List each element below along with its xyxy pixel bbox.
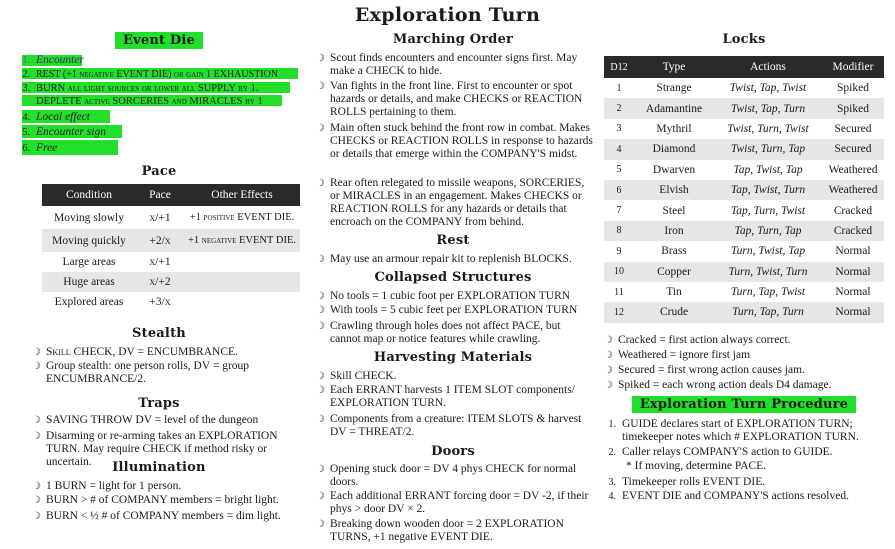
table-cell: 10 xyxy=(604,262,634,282)
table-header: Modifier xyxy=(822,56,884,78)
moon-bullet-icon: ☽ xyxy=(316,371,325,382)
moon-bullet-icon: ☽ xyxy=(316,178,325,189)
table-cell: Steel xyxy=(662,204,686,217)
event-die-item: 4. Local effect xyxy=(22,111,90,123)
table-row xyxy=(604,78,884,98)
moon-bullet-icon: ☽ xyxy=(32,347,41,358)
moon-bullet-icon: ☽ xyxy=(316,254,325,265)
table-row xyxy=(604,180,884,200)
table-cell: Mythril xyxy=(656,122,692,135)
table-cell: 4 xyxy=(604,139,634,159)
table-header: D12 xyxy=(604,56,634,78)
table-row: Moving slowly x/+1 +1 positive EVENT DIE. xyxy=(54,211,295,224)
table-cell: 6 xyxy=(604,180,634,200)
procedure-heading: Exploration Turn Procedure xyxy=(604,397,884,412)
table-cell: Normal xyxy=(835,286,871,299)
table-row xyxy=(604,262,884,282)
table-row xyxy=(604,200,884,220)
pace-heading: Pace xyxy=(141,164,177,179)
table-cell: 1 xyxy=(616,82,622,94)
table-cell: Tin xyxy=(666,286,682,299)
moon-bullet-icon: ☽ xyxy=(604,365,613,376)
list-item: ☽ Breaking down wooden door = 2 EXPLORATION TURNS, +1 negative EVENT DIE. xyxy=(316,518,564,543)
table-row xyxy=(604,221,884,241)
moon-bullet-icon: ☽ xyxy=(316,53,325,64)
table-cell: 3 xyxy=(616,123,622,135)
table-cell: Weathered xyxy=(822,180,884,200)
marching-order-heading: Marching Order xyxy=(392,32,514,47)
table-row xyxy=(604,98,884,118)
collapsed-structures-heading: Collapsed Structures xyxy=(374,270,532,285)
locks-table xyxy=(604,56,884,323)
list-item: ☽ Group stealth: one person rolls, DV = group ENCUMBRANCE/2. xyxy=(32,360,250,385)
traps-heading: Traps xyxy=(138,396,180,411)
moon-bullet-icon: ☽ xyxy=(316,491,325,502)
table-cell: Tap, Twist, Turn xyxy=(714,180,822,200)
list-item: ☽ Rear often relegated to missile weapons, SORCERIES, or MIRACLES in an engagement. Makes CHECKS or REACTION ROLLS for any hazards or details that encroach on the COMPANY from behind. xyxy=(316,177,585,228)
table-cell: Crude xyxy=(634,302,714,322)
moon-bullet-icon: ☽ xyxy=(32,495,41,506)
pace-table xyxy=(42,184,300,312)
table-cell: Spiked xyxy=(837,82,869,95)
moon-bullet-icon: ☽ xyxy=(316,305,325,316)
moon-bullet-icon: ☽ xyxy=(32,481,41,492)
table-cell: Cracked xyxy=(833,204,873,217)
table-cell: 2 xyxy=(604,98,634,118)
table-header-row xyxy=(604,56,884,78)
illumination-heading: Illumination xyxy=(112,460,206,475)
table-cell: Twist, Turn, Twist xyxy=(727,122,809,135)
table-cell: Tap, Turn, Tap xyxy=(714,221,822,241)
table-header-row xyxy=(42,184,300,206)
table-cell: Normal xyxy=(822,262,884,282)
table-cell: Iron xyxy=(634,221,714,241)
table-cell: Normal xyxy=(822,302,884,322)
table-cell: Diamond xyxy=(634,139,714,159)
moon-bullet-icon: ☽ xyxy=(604,335,613,346)
moon-bullet-icon: ☽ xyxy=(316,385,325,396)
moon-bullet-icon: ☽ xyxy=(316,464,325,475)
table-header: Other Effects xyxy=(184,184,300,206)
table-cell: Turn, Tap, Turn xyxy=(714,302,822,322)
locks-table-body xyxy=(604,78,884,323)
table-cell: Turn, Tap, Twist xyxy=(730,286,806,299)
event-die-item: 5. Encounter sign xyxy=(22,126,106,138)
table-cell: Copper xyxy=(634,262,714,282)
list-item: 1. GUIDE declares start of EXPLORATION TURN; timekeeper notes which # EXPLORATION TURN. xyxy=(608,418,859,443)
table-cell: Adamantine xyxy=(634,98,714,118)
harvesting-heading: Harvesting Materials xyxy=(373,350,533,365)
table-row xyxy=(604,160,884,180)
moon-bullet-icon: ☽ xyxy=(316,519,325,530)
table-cell: Tap, Turn, Twist xyxy=(730,204,806,217)
table-row xyxy=(604,241,884,261)
table-cell: Weathered xyxy=(828,163,878,176)
table-cell: 5 xyxy=(616,164,622,176)
event-die-item: 2. REST (+1 negative EVENT DIE) or gain 1 EXHAUSTION xyxy=(22,69,279,80)
event-die-item: DEPLETE active SORCERIES and MIRACLES by 1 xyxy=(36,96,263,107)
moon-bullet-icon: ☽ xyxy=(316,291,325,302)
locks-heading: Locks xyxy=(722,32,766,47)
table-row: Moving quickly +2/x +1 negative EVENT DIE. xyxy=(42,229,300,252)
event-die-heading: Event Die xyxy=(18,33,300,48)
table-row: Large areas x/+1 xyxy=(62,256,171,268)
moon-bullet-icon: ☽ xyxy=(32,511,41,522)
event-die-item: 3. BURN all light sources or lower all SUPPLY by 1. xyxy=(22,83,259,94)
list-item: ☽ Each additional ERRANT forcing door = DV -2, if their phys > door DV × 2. xyxy=(316,490,589,515)
table-row xyxy=(604,302,884,322)
moon-bullet-icon: ☽ xyxy=(316,81,325,92)
table-cell: Twist, Turn, Tap xyxy=(714,139,822,159)
table-cell: Turn, Twist, Tap xyxy=(730,245,806,258)
table-cell: Normal xyxy=(835,245,871,258)
table-cell: Twist, Tap, Turn xyxy=(714,98,822,118)
rest-heading: Rest xyxy=(436,233,470,248)
table-cell: Strange xyxy=(656,82,692,95)
list-item: ☽ Opening stuck door = DV 4 phys CHECK for normal doors. xyxy=(316,463,577,488)
table-row xyxy=(604,282,884,302)
list-item: ☽ Main often stuck behind the front row in combat. Makes CHECKS or REACTION ROLLS in response to hazards or details that emerge within the COMPANY'S midst. xyxy=(316,122,593,160)
list-item: ☽ Van fights in the front line. First to encounter or spot hazards or details, and make CHECKS or REACTION ROLLS pertaining to them. xyxy=(316,80,583,118)
doors-heading: Doors xyxy=(431,444,475,459)
table-cell: Secured xyxy=(822,139,884,159)
table-cell: Twist, Tap, Twist xyxy=(729,82,807,95)
list-item: ☽ Scout finds encounters and encounter signs first. May make a CHECK to hide. xyxy=(316,52,578,77)
page-title: Exploration Turn xyxy=(354,4,541,26)
table-header: Actions xyxy=(714,56,822,78)
table-cell: 7 xyxy=(616,205,622,217)
table-row xyxy=(604,119,884,139)
table-row: Explored areas +3/x xyxy=(54,296,171,308)
list-item: ☽ Disarming or re-arming takes an EXPLORATION TURN. May require CHECK if method risky or uncertain. xyxy=(32,430,278,468)
event-die-item: 1. Encounter xyxy=(22,54,84,66)
table-row: Huge areas x/+2 xyxy=(42,272,300,292)
moon-bullet-icon: ☽ xyxy=(316,414,325,425)
table-header: Type xyxy=(634,56,714,78)
table-header: Pace xyxy=(136,184,184,206)
table-cell: Tap, Twist, Tap xyxy=(733,163,803,176)
table-cell: Cracked xyxy=(822,221,884,241)
table-cell: Elvish xyxy=(634,180,714,200)
table-header: Condition xyxy=(42,184,136,206)
moon-bullet-icon: ☽ xyxy=(32,431,41,442)
moon-bullet-icon: ☽ xyxy=(604,350,613,361)
table-cell: Secured xyxy=(834,122,872,135)
table-cell: 9 xyxy=(616,245,622,257)
table-row xyxy=(604,139,884,159)
list-item: ☽ Each ERRANT harvests 1 ITEM SLOT components/ EXPLORATION TURN. xyxy=(316,384,575,409)
table-cell: 8 xyxy=(604,221,634,241)
table-cell: 11 xyxy=(614,286,624,298)
moon-bullet-icon: ☽ xyxy=(32,361,41,372)
table-cell: 12 xyxy=(604,302,634,322)
stealth-heading: Stealth xyxy=(132,326,186,341)
moon-bullet-icon: ☽ xyxy=(316,123,325,134)
moon-bullet-icon: ☽ xyxy=(32,415,41,426)
table-cell: Turn, Twist, Turn xyxy=(714,262,822,282)
list-item: ☽ Components from a creature: ITEM SLOTS & harvest DV = THREAT/2. xyxy=(316,413,582,438)
moon-bullet-icon: ☽ xyxy=(604,380,613,391)
table-cell: Dwarven xyxy=(652,163,696,176)
list-item: ☽ Crawling through holes does not affect PACE, but cannot map or notice features while crawling. xyxy=(316,320,561,345)
table-cell: Spiked xyxy=(822,98,884,118)
moon-bullet-icon: ☽ xyxy=(316,321,325,332)
table-cell: Brass xyxy=(661,245,687,258)
event-die-item: 6. Free xyxy=(22,142,58,154)
